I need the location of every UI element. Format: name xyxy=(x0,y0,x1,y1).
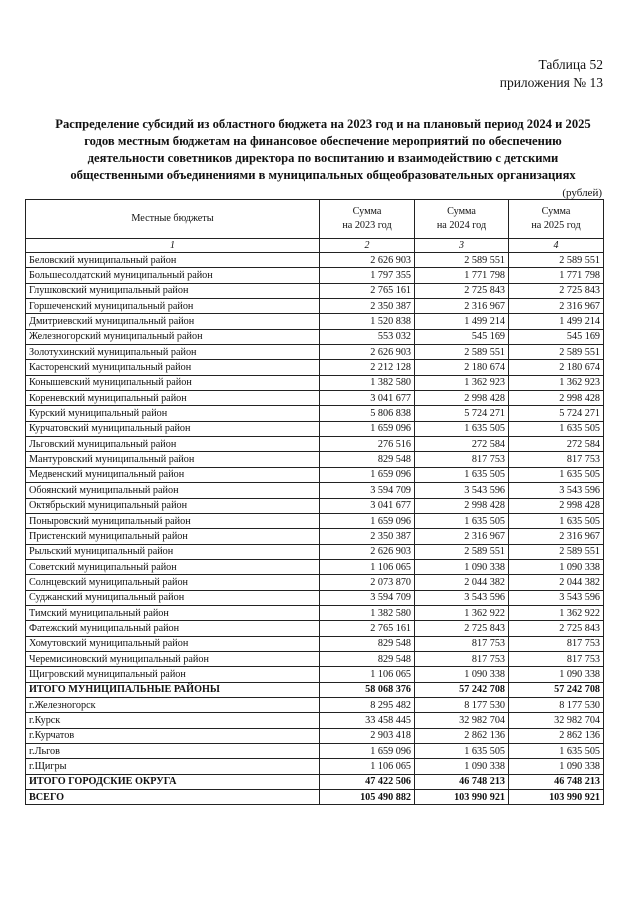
value-2023: 33 458 445 xyxy=(320,713,415,728)
row-name: г.Щигры xyxy=(26,759,320,774)
row-name: г.Льгов xyxy=(26,744,320,759)
value-2025: 2 589 551 xyxy=(509,345,604,360)
row-name: ИТОГО ГОРОДСКИЕ ОКРУГА xyxy=(26,774,320,789)
row-name: Курчатовский муниципальный район xyxy=(26,421,320,436)
value-2025: 46 748 213 xyxy=(509,774,604,789)
value-2025: 3 543 596 xyxy=(509,483,604,498)
value-2023: 105 490 882 xyxy=(320,790,415,805)
value-2024: 1 362 922 xyxy=(415,605,509,620)
table-row xyxy=(26,529,604,544)
row-name: Тимский муниципальный район xyxy=(26,605,320,620)
table-row xyxy=(26,437,604,452)
table-row xyxy=(26,345,604,360)
value-2024: 1 362 923 xyxy=(415,375,509,390)
row-name: Железногорский муниципальный район xyxy=(26,329,320,344)
table-label: Таблица 52 xyxy=(538,57,603,72)
row-name: Хомутовский муниципальный район xyxy=(26,636,320,651)
row-name: Суджанский муниципальный район xyxy=(26,590,320,605)
value-2025: 1 499 214 xyxy=(509,314,604,329)
table-row xyxy=(26,697,604,712)
row-name: Кореневский муниципальный район xyxy=(26,391,320,406)
value-2023: 2 903 418 xyxy=(320,728,415,743)
value-2024: 1 635 505 xyxy=(415,421,509,436)
value-2025: 2 998 428 xyxy=(509,391,604,406)
row-name: Медвенский муниципальный район xyxy=(26,467,320,482)
table-row xyxy=(26,329,604,344)
value-2024: 2 998 428 xyxy=(415,391,509,406)
value-2023: 1 106 065 xyxy=(320,667,415,682)
row-name: Октябрьский муниципальный район xyxy=(26,498,320,513)
value-2025: 57 242 708 xyxy=(509,682,604,697)
value-2023: 3 594 709 xyxy=(320,483,415,498)
value-2024: 103 990 921 xyxy=(415,790,509,805)
value-2023: 3 041 677 xyxy=(320,391,415,406)
table-row xyxy=(26,483,604,498)
table-row xyxy=(26,713,604,728)
table-row xyxy=(26,299,604,314)
value-2023: 2 765 161 xyxy=(320,621,415,636)
value-2024: 2 589 551 xyxy=(415,345,509,360)
column-number: 2 xyxy=(320,239,415,253)
row-name: Горшеченский муниципальный район xyxy=(26,299,320,314)
table-header-row xyxy=(26,200,604,239)
row-name: Обоянский муниципальный район xyxy=(26,483,320,498)
value-2024: 1 635 505 xyxy=(415,513,509,528)
value-2025: 1 771 798 xyxy=(509,268,604,283)
value-2023: 276 516 xyxy=(320,437,415,452)
title-line: деятельности советников директора по воспитанию и взаимодействию с детскими xyxy=(87,151,559,165)
value-2025: 1 635 505 xyxy=(509,421,604,436)
row-name: Касторенский муниципальный район xyxy=(26,360,320,375)
value-2023: 1 382 580 xyxy=(320,605,415,620)
table-reference xyxy=(500,56,603,92)
row-name: Курский муниципальный район xyxy=(26,406,320,421)
table-row xyxy=(26,513,604,528)
table-row xyxy=(26,728,604,743)
value-2025: 32 982 704 xyxy=(509,713,604,728)
value-2025: 3 543 596 xyxy=(509,590,604,605)
table-row xyxy=(26,283,604,298)
value-2023: 47 422 506 xyxy=(320,774,415,789)
table-row xyxy=(26,605,604,620)
row-name: Большесолдатский муниципальный район xyxy=(26,268,320,283)
value-2024: 46 748 213 xyxy=(415,774,509,789)
value-2023: 2 765 161 xyxy=(320,283,415,298)
table-row xyxy=(26,360,604,375)
table-row xyxy=(26,544,604,559)
value-2025: 2 044 382 xyxy=(509,575,604,590)
value-2024: 817 753 xyxy=(415,636,509,651)
value-2024: 1 635 505 xyxy=(415,467,509,482)
value-2024: 8 177 530 xyxy=(415,697,509,712)
value-2023: 2 626 903 xyxy=(320,253,415,268)
title-line: годов местным бюджетам на финансовое обеспечение мероприятий по обеспечению xyxy=(84,134,562,148)
row-name: Льговский муниципальный район xyxy=(26,437,320,452)
value-2025: 2 316 967 xyxy=(509,529,604,544)
table-row xyxy=(26,268,604,283)
document-title xyxy=(28,116,618,184)
value-2024: 817 753 xyxy=(415,452,509,467)
row-name: г.Курчатов xyxy=(26,728,320,743)
value-2024: 272 584 xyxy=(415,437,509,452)
value-2025: 817 753 xyxy=(509,452,604,467)
column-number: 3 xyxy=(415,239,509,253)
value-2025: 1 635 505 xyxy=(509,467,604,482)
row-name: ИТОГО МУНИЦИПАЛЬНЫЕ РАЙОНЫ xyxy=(26,682,320,697)
units-label: (рублей) xyxy=(562,187,602,199)
value-2023: 3 041 677 xyxy=(320,498,415,513)
row-name: ВСЕГО xyxy=(26,790,320,805)
row-name: Мантуровский муниципальный район xyxy=(26,452,320,467)
value-2024: 1 090 338 xyxy=(415,759,509,774)
subsidy-table xyxy=(25,199,604,805)
row-name: Рыльский муниципальный район xyxy=(26,544,320,559)
value-2023: 58 068 376 xyxy=(320,682,415,697)
value-2023: 2 073 870 xyxy=(320,575,415,590)
row-name: Поныровский муниципальный район xyxy=(26,513,320,528)
value-2024: 1 090 338 xyxy=(415,559,509,574)
value-2024: 2 589 551 xyxy=(415,544,509,559)
value-2023: 2 212 128 xyxy=(320,360,415,375)
value-2023: 2 626 903 xyxy=(320,544,415,559)
value-2025: 2 316 967 xyxy=(509,299,604,314)
row-name: Пристенский муниципальный район xyxy=(26,529,320,544)
value-2025: 2 589 551 xyxy=(509,253,604,268)
column-number: 4 xyxy=(509,239,604,253)
header-2023: Сумма на 2023 год xyxy=(320,200,415,239)
value-2024: 2 316 967 xyxy=(415,299,509,314)
value-2023: 553 032 xyxy=(320,329,415,344)
value-2024: 5 724 271 xyxy=(415,406,509,421)
value-2023: 3 594 709 xyxy=(320,590,415,605)
value-2025: 2 862 136 xyxy=(509,728,604,743)
value-2024: 3 543 596 xyxy=(415,590,509,605)
value-2024: 2 180 674 xyxy=(415,360,509,375)
value-2023: 1 106 065 xyxy=(320,559,415,574)
value-2024: 1 090 338 xyxy=(415,667,509,682)
value-2023: 1 659 096 xyxy=(320,513,415,528)
value-2024: 32 982 704 xyxy=(415,713,509,728)
value-2023: 829 548 xyxy=(320,651,415,666)
value-2025: 5 724 271 xyxy=(509,406,604,421)
value-2025: 1 090 338 xyxy=(509,667,604,682)
table-row xyxy=(26,636,604,651)
table-row xyxy=(26,667,604,682)
value-2025: 2 725 843 xyxy=(509,621,604,636)
table-row xyxy=(26,575,604,590)
value-2024: 57 242 708 xyxy=(415,682,509,697)
value-2023: 2 350 387 xyxy=(320,529,415,544)
value-2025: 545 169 xyxy=(509,329,604,344)
value-2025: 817 753 xyxy=(509,651,604,666)
total-row xyxy=(26,774,604,789)
table-row xyxy=(26,651,604,666)
value-2024: 3 543 596 xyxy=(415,483,509,498)
table-row xyxy=(26,391,604,406)
row-name: Золотухинский муниципальный район xyxy=(26,345,320,360)
row-name: Черемисиновский муниципальный район xyxy=(26,651,320,666)
value-2024: 2 044 382 xyxy=(415,575,509,590)
value-2025: 1 362 923 xyxy=(509,375,604,390)
header-2025: Сумма на 2025 год xyxy=(509,200,604,239)
value-2023: 1 659 096 xyxy=(320,467,415,482)
row-name: Глушковский муниципальный район xyxy=(26,283,320,298)
value-2023: 1 106 065 xyxy=(320,759,415,774)
column-number-row xyxy=(26,239,604,253)
table-row xyxy=(26,559,604,574)
value-2023: 2 350 387 xyxy=(320,299,415,314)
table-row xyxy=(26,590,604,605)
value-2024: 1 635 505 xyxy=(415,744,509,759)
row-name: Фатежский муниципальный район xyxy=(26,621,320,636)
table-row xyxy=(26,744,604,759)
title-line: Распределение субсидий из областного бюджета на 2023 год и на плановый период 2024 и 2025 xyxy=(55,117,591,131)
value-2025: 817 753 xyxy=(509,636,604,651)
table-row xyxy=(26,406,604,421)
value-2024: 2 589 551 xyxy=(415,253,509,268)
value-2025: 272 584 xyxy=(509,437,604,452)
row-name: г.Курск xyxy=(26,713,320,728)
value-2025: 1 090 338 xyxy=(509,559,604,574)
value-2024: 2 862 136 xyxy=(415,728,509,743)
value-2025: 103 990 921 xyxy=(509,790,604,805)
value-2024: 1 499 214 xyxy=(415,314,509,329)
row-name: Советский муниципальный район xyxy=(26,559,320,574)
value-2023: 1 382 580 xyxy=(320,375,415,390)
value-2023: 829 548 xyxy=(320,636,415,651)
row-name: Дмитриевский муниципальный район xyxy=(26,314,320,329)
header-budget: Местные бюджеты xyxy=(26,200,320,239)
value-2025: 8 177 530 xyxy=(509,697,604,712)
value-2025: 1 635 505 xyxy=(509,513,604,528)
table-row xyxy=(26,467,604,482)
value-2025: 2 180 674 xyxy=(509,360,604,375)
value-2023: 8 295 482 xyxy=(320,697,415,712)
value-2024: 2 998 428 xyxy=(415,498,509,513)
table-row xyxy=(26,253,604,268)
value-2025: 2 725 843 xyxy=(509,283,604,298)
value-2024: 2 725 843 xyxy=(415,621,509,636)
row-name: Беловский муниципальный район xyxy=(26,253,320,268)
value-2023: 2 626 903 xyxy=(320,345,415,360)
value-2023: 1 659 096 xyxy=(320,421,415,436)
value-2023: 1 659 096 xyxy=(320,744,415,759)
header-2024: Сумма на 2024 год xyxy=(415,200,509,239)
table-row xyxy=(26,621,604,636)
value-2023: 1 797 355 xyxy=(320,268,415,283)
value-2025: 1 362 922 xyxy=(509,605,604,620)
value-2024: 1 771 798 xyxy=(415,268,509,283)
value-2025: 1 635 505 xyxy=(509,744,604,759)
value-2024: 545 169 xyxy=(415,329,509,344)
value-2025: 2 998 428 xyxy=(509,498,604,513)
column-number: 1 xyxy=(26,239,320,253)
table-row xyxy=(26,498,604,513)
value-2024: 2 316 967 xyxy=(415,529,509,544)
value-2024: 2 725 843 xyxy=(415,283,509,298)
table-row xyxy=(26,452,604,467)
value-2023: 829 548 xyxy=(320,452,415,467)
value-2025: 1 090 338 xyxy=(509,759,604,774)
total-row xyxy=(26,682,604,697)
total-row xyxy=(26,790,604,805)
appendix-label: приложения № 13 xyxy=(499,75,603,90)
table-row xyxy=(26,759,604,774)
row-name: Щигровский муниципальный район xyxy=(26,667,320,682)
row-name: г.Железногорск xyxy=(26,697,320,712)
value-2023: 5 806 838 xyxy=(320,406,415,421)
value-2023: 1 520 838 xyxy=(320,314,415,329)
table-row xyxy=(26,314,604,329)
table-row xyxy=(26,421,604,436)
value-2024: 817 753 xyxy=(415,651,509,666)
value-2025: 2 589 551 xyxy=(509,544,604,559)
table-row xyxy=(26,375,604,390)
row-name: Солнцевский муниципальный район xyxy=(26,575,320,590)
row-name: Конышевский муниципальный район xyxy=(26,375,320,390)
title-line: общественными объединениями в муниципальных общеобразовательных организациях xyxy=(70,168,576,182)
